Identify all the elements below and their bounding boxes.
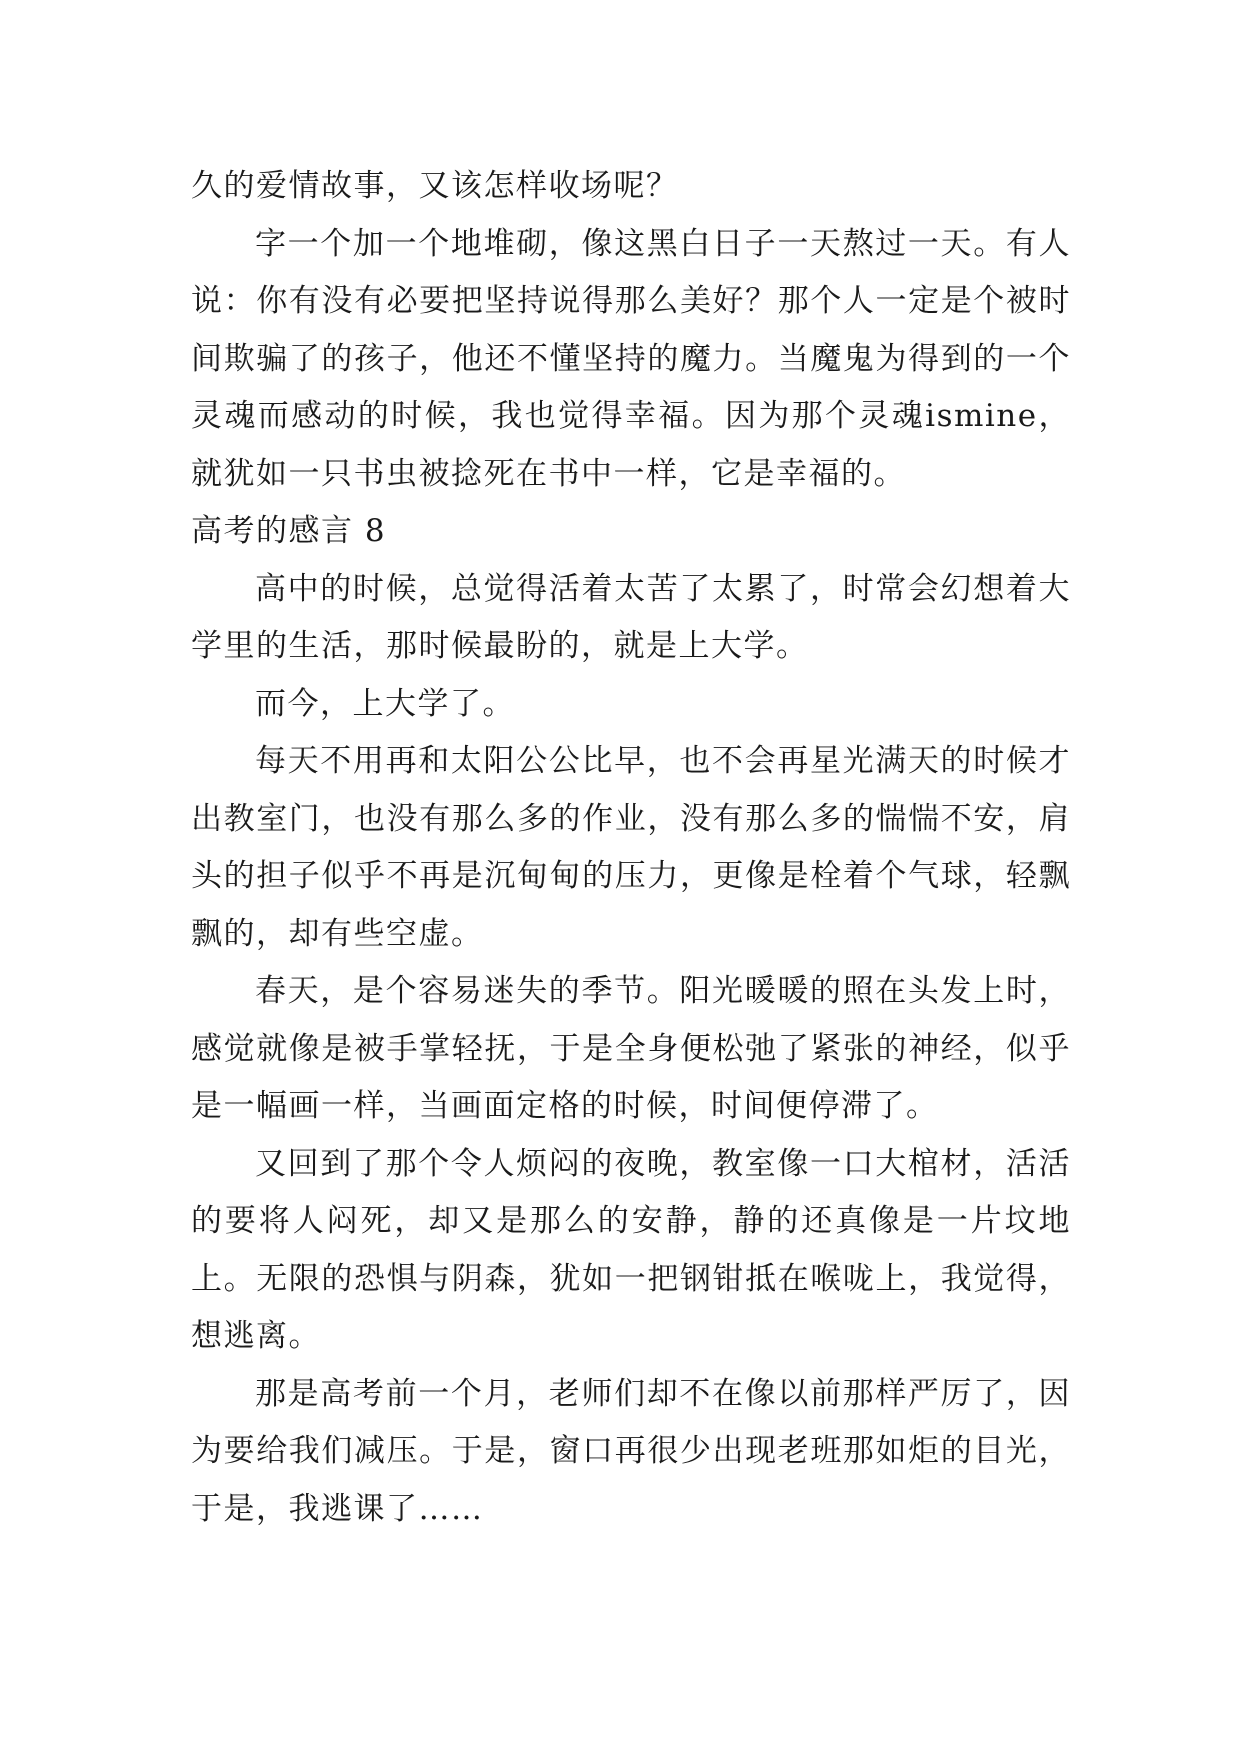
paragraph-continuation: 久的爱情故事，又该怎样收场呢？: [191, 168, 679, 204]
paragraph: 那是高考前一个月，老师们却不在像以前那样严厉了，因为要给我们减压。于是，窗口再很少出现老班那如炬的目光，于是，我逃课了……: [191, 1375, 1071, 1527]
paragraph: 又回到了那个令人烦闷的夜晚，教室像一口大棺材，活活的要将人闷死，却又是那么的安静，静的还真像是一片坟地上。无限的恐惧与阴森，犹如一把钢钳抵在喉咙上，我觉得，想逃离。: [191, 1145, 1071, 1354]
section-heading: 高考的感言 8: [191, 513, 387, 549]
document-body: [191, 158, 1071, 1538]
paragraph: 字一个加一个地堆砌，像这黑白日子一天熬过一天。有人说：你有没有必要把坚持说得那么美好？那个人一定是个被时间欺骗了的孩子，他还不懂坚持的魔力。当魔鬼为得到的一个灵魂而感动的时候，我也觉得幸福。因为那个灵魂ismine，就犹如一只书虫被捻死在书中一样，它是幸福的。: [191, 225, 1071, 492]
paragraph: 而今，上大学了。: [255, 685, 515, 722]
paragraph: 每天不用再和太阳公公比早，也不会再星光满天的时候才出教室门，也没有那么多的作业，没有那么多的惴惴不安，肩头的担子似乎不再是沉甸甸的压力，更像是栓着个气球，轻飘飘的，却有些空虚。: [191, 743, 1071, 952]
paragraph: 高中的时候，总觉得活着太苦了太累了，时常会幻想着大学里的生活，那时候最盼的，就是上大学。: [191, 570, 1071, 664]
paragraph: 春天，是个容易迷失的季节。阳光暖暖的照在头发上时，感觉就像是被手掌轻抚，于是全身便松弛了紧张的神经，似乎是一幅画一样，当画面定格的时候，时间便停滞了。: [191, 973, 1071, 1124]
